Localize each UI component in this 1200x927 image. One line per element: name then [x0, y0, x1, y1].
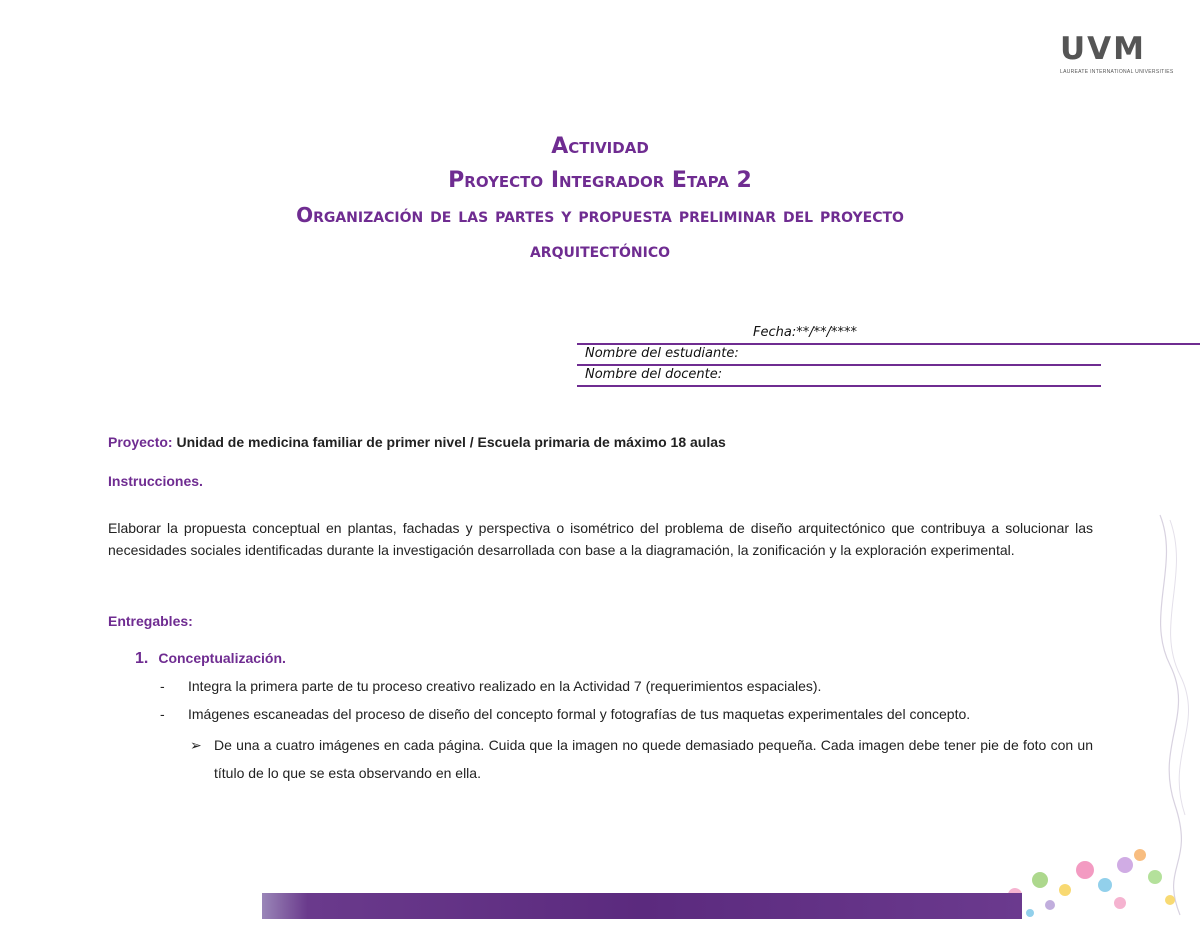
- sub-item-text: De una a cuatro imágenes en cada página. Cuida que la imagen no quede demasiado pequeña. Cada imagen debe tener pie de foto con un título de lo que se esta observando en ella.: [214, 737, 1093, 781]
- project-value: Unidad de medicina familiar de primer nivel / Escuela primaria de máximo 18 aulas: [176, 434, 726, 450]
- student-name-field: Nombre del estudiante:: [577, 346, 1101, 366]
- instructions-heading: Instrucciones.: [108, 473, 203, 489]
- deliverables-heading: Entregables:: [108, 613, 193, 629]
- title-organizacion: Organización de las partes y propuesta preliminar del proyecto: [296, 203, 904, 227]
- flower-cluster: [1008, 849, 1175, 917]
- bullet-dash: -: [160, 706, 165, 722]
- title-proyecto: Proyecto Integrador Etapa 2: [448, 168, 752, 193]
- teacher-name-field: Nombre del docente:: [577, 367, 1101, 387]
- sub-list-item: [190, 731, 1093, 787]
- decorative-swirl: [985, 505, 1200, 927]
- title-actividad: Actividad: [551, 134, 649, 159]
- instructions-body: Elaborar la propuesta conceptual en plantas, fachadas y perspectiva o isométrico del problema de diseño arquitectónico que contribuya a solucionar las necesidades sociales identificadas durante la investigación desarrollada con base a la diagramación, la zonificación y la exploración experimental.: [108, 520, 1093, 558]
- list-item: [160, 706, 970, 722]
- fecha-field: Fecha:**/**/****: [577, 325, 1200, 345]
- decorative-line: [1170, 520, 1189, 815]
- logo-subtext: LAUREATE INTERNATIONAL UNIVERSITIES: [1060, 69, 1174, 75]
- item-number: 1.: [135, 650, 149, 667]
- deliverable-item-1: [135, 650, 286, 668]
- title-arquitectonico: arquitectónico: [529, 238, 671, 262]
- logo-mark: UVM: [1060, 31, 1147, 67]
- project-line: [108, 434, 726, 450]
- decorative-line: [1160, 515, 1181, 915]
- bullet-text: Integra la primera parte de tu proceso creativo realizado en la Actividad 7 (requerimientos espaciales).: [188, 678, 822, 694]
- project-label: Proyecto:: [108, 434, 173, 450]
- uvm-logo: [1060, 31, 1174, 75]
- bullet-text: Imágenes escaneadas del proceso de diseño del concepto formal y fotografías de tus maquetas experimentales del concepto.: [188, 706, 971, 722]
- arrow-bullet-icon: ➢: [190, 737, 202, 753]
- item-title: Conceptualización.: [158, 650, 286, 666]
- bullet-dash: -: [160, 678, 165, 694]
- footer-bar: [262, 893, 1022, 919]
- list-item: [160, 678, 821, 694]
